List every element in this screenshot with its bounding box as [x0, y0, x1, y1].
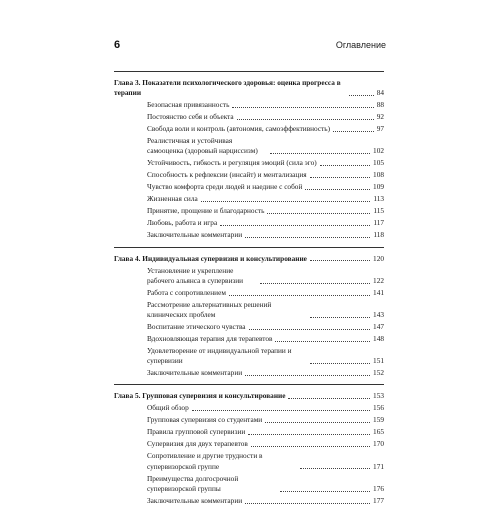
- leader-dots: [280, 491, 370, 492]
- entry-page: 117: [373, 218, 384, 228]
- chapter-heading[interactable]: [114, 254, 384, 264]
- toc-entry[interactable]: [114, 368, 384, 378]
- leader-dots: [220, 225, 370, 226]
- entry-title: Правила групповой супервизии: [147, 427, 246, 437]
- entry-title: Работа с сопротивлением: [147, 287, 226, 297]
- entry-page: 159: [373, 415, 384, 425]
- entry-title: Способность к рефлексии (инсайт) и ментализация: [147, 170, 307, 180]
- entry-title: Групповая супервизия со студентами: [147, 415, 263, 425]
- entry-title: Супервизия для двух терапевтов: [147, 439, 248, 449]
- toc-entry[interactable]: [114, 206, 384, 216]
- chapter-heading[interactable]: [114, 391, 384, 401]
- toc-entry[interactable]: [114, 182, 384, 192]
- entry-title: Заключительные комментарии: [147, 495, 243, 505]
- leader-dots: [270, 153, 370, 154]
- entry-page: 97: [376, 124, 384, 134]
- table-of-contents: [114, 71, 384, 508]
- leader-dots: [265, 422, 370, 423]
- chapter-title: Показатели психологического здоровья: оценка прогресса в терапии: [114, 78, 341, 98]
- entry-title: Постоянство себя и объекта: [147, 112, 234, 122]
- leader-dots: [201, 201, 371, 202]
- leader-dots: [310, 177, 370, 178]
- leader-dots: [260, 283, 370, 284]
- entry-page: 109: [373, 182, 384, 192]
- toc-entry[interactable]: [114, 158, 384, 168]
- entry-title: Устойчивость, гибкость и регуляция эмоций (сила эго): [147, 158, 317, 168]
- toc-entry[interactable]: [114, 230, 384, 240]
- entry-title: Преимущества долгосрочной супервизорской группы: [147, 473, 239, 493]
- entry-page: 170: [373, 439, 384, 449]
- entry-page: 115: [373, 206, 384, 216]
- toc-entry[interactable]: [114, 451, 384, 471]
- leader-dots: [232, 107, 373, 108]
- toc-entry[interactable]: [114, 218, 384, 228]
- entry-title: Установление и укрепление рабочего альянса в супервизии: [147, 265, 244, 285]
- leader-dots: [310, 260, 370, 261]
- toc-entry[interactable]: [114, 112, 384, 122]
- leader-dots: [288, 398, 370, 399]
- chapter-label: Глава 3.: [114, 78, 141, 87]
- toc-entry[interactable]: [114, 194, 384, 204]
- running-head: Оглавление: [335, 40, 386, 50]
- leader-dots: [275, 341, 370, 342]
- entry-title: Чувство комфорта среди людей и наедине с собой: [147, 182, 303, 192]
- toc-entry[interactable]: [114, 170, 384, 180]
- entry-title: Воспитание этического чувства: [147, 322, 246, 332]
- entry-page: 152: [373, 368, 384, 378]
- entry-page: 147: [373, 322, 384, 332]
- entry-page: 156: [373, 403, 384, 413]
- toc-entry[interactable]: [114, 403, 384, 413]
- toc-entry[interactable]: [114, 334, 384, 344]
- entry-title: Рассмотрение альтернативных решений клинических проблем: [147, 299, 272, 320]
- chapter-5: [114, 384, 384, 506]
- toc-entry[interactable]: [114, 100, 384, 110]
- toc-entry[interactable]: [114, 439, 384, 449]
- entry-page: 165: [373, 427, 384, 437]
- chapter-page: 120: [373, 253, 384, 263]
- toc-entry[interactable]: [114, 300, 384, 320]
- entry-page: 141: [373, 287, 384, 297]
- toc-entry[interactable]: [114, 474, 384, 494]
- leader-dots: [192, 410, 370, 411]
- leader-dots: [229, 295, 370, 296]
- entry-title: Заключительные комментарии: [147, 230, 243, 240]
- toc-entry[interactable]: [114, 346, 384, 366]
- toc-entry[interactable]: [114, 427, 384, 437]
- leader-dots: [245, 503, 370, 504]
- chapter-4: [114, 247, 384, 379]
- entry-page: 118: [373, 230, 384, 240]
- entry-page: 92: [376, 112, 384, 122]
- entry-page: 171: [373, 461, 384, 471]
- toc-entry[interactable]: [114, 322, 384, 332]
- chapter-title: Групповая супервизия и консультирование: [142, 391, 286, 401]
- leader-dots: [251, 446, 370, 447]
- leader-dots: [310, 363, 370, 364]
- entry-page: 105: [373, 158, 384, 168]
- toc-entry[interactable]: [114, 496, 384, 506]
- toc-entry[interactable]: [114, 124, 384, 134]
- leader-dots: [305, 189, 370, 190]
- leader-dots: [300, 468, 370, 469]
- entry-title: Безопасная привязанность: [147, 100, 230, 110]
- entry-title: Реалистичная и устойчивая самооценка (здоровый нарциссизм): [147, 136, 258, 156]
- entry-title: Любовь, работа и игра: [147, 218, 218, 228]
- toc-entry[interactable]: [114, 136, 384, 156]
- entry-page: 122: [373, 275, 384, 285]
- entry-title: Общий обзор: [147, 403, 189, 413]
- entry-title: Принятие, прощение и благодарность: [147, 206, 265, 216]
- entry-page: 148: [373, 334, 384, 344]
- leader-dots: [245, 237, 370, 238]
- leader-dots: [248, 434, 370, 435]
- leader-dots: [249, 329, 371, 330]
- chapter-page: 84: [376, 88, 384, 98]
- entry-page: 176: [373, 483, 384, 493]
- entry-title: Свобода воли и контроль (автономия, самоэффективность): [147, 124, 331, 134]
- entry-page: 108: [373, 170, 384, 180]
- toc-entry[interactable]: [114, 266, 384, 286]
- entry-title: Сопротивление и другие трудности в супервизорской группе: [147, 451, 263, 471]
- chapter-3: [114, 71, 384, 241]
- toc-entry[interactable]: [114, 288, 384, 298]
- chapter-page: 153: [373, 391, 384, 401]
- entry-title: Удовлетворение от индивидуальной терапии и супервизии: [147, 346, 292, 366]
- leader-dots: [237, 119, 374, 120]
- entry-page: 177: [373, 495, 384, 505]
- chapter-heading[interactable]: [114, 78, 384, 98]
- toc-entry[interactable]: [114, 415, 384, 425]
- leader-dots: [245, 375, 370, 376]
- entry-page: 143: [373, 310, 384, 320]
- leader-dots: [333, 131, 374, 132]
- leader-dots: [267, 213, 370, 214]
- entry-title: Жизненная сила: [147, 194, 198, 204]
- entry-title: Вдохновляющая терапия для терапевтов: [147, 334, 273, 344]
- entry-page: 102: [373, 146, 384, 156]
- leader-dots: [349, 95, 374, 96]
- chapter-label: Глава 5.: [114, 391, 141, 401]
- chapter-title: Индивидуальная супервизия и консультирование: [142, 253, 307, 263]
- page-number: 6: [114, 39, 121, 51]
- leader-dots: [310, 317, 370, 318]
- entry-page: 151: [373, 356, 384, 366]
- chapter-label: Глава 4.: [114, 253, 141, 263]
- leader-dots: [320, 165, 370, 166]
- entry-page: 113: [373, 194, 384, 204]
- entry-title: Заключительные комментарии: [147, 368, 243, 378]
- entry-page: 88: [376, 100, 384, 110]
